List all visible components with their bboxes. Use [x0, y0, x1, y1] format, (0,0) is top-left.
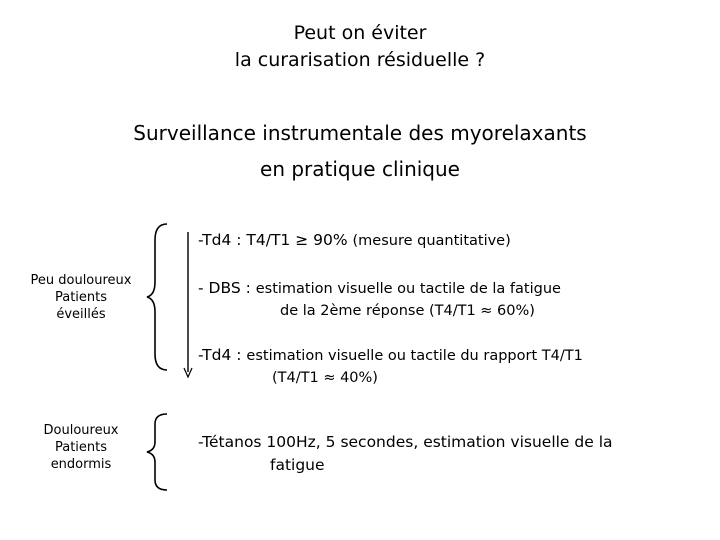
item-tetanos-line1: -Tétanos 100Hz, 5 secondes, estimation visuelle de la	[198, 433, 613, 451]
group-label-awake-line1: Peu douloureux	[30, 273, 132, 288]
group-label-awake	[16, 272, 146, 323]
item-tetanos-line2: fatigue	[270, 456, 325, 474]
title-line-1: Peut on éviter	[293, 22, 427, 44]
brace-asleep	[145, 412, 175, 492]
group-label-asleep-line2: Patients	[54, 440, 108, 455]
arrow-down	[182, 232, 196, 382]
item-td4-visual-line2: (T4/T1 ≈ 40%)	[272, 370, 378, 386]
subtitle-line-2: en pratique clinique	[260, 157, 460, 181]
brace-awake	[145, 222, 175, 372]
subtitle-line-1: Surveillance instrumentale des myorelaxants	[133, 121, 587, 145]
group-label-asleep-line1: Douloureux	[43, 423, 119, 438]
item-td4-visual	[198, 344, 583, 367]
item-td4-quantitative-main: -Td4 : T4/T1 ≥ 90%	[198, 231, 353, 249]
item-td4-quantitative-note: (mesure quantitative)	[352, 233, 511, 249]
item-td4-visual-text: estimation visuelle ou tactile du rapport T4/T1	[246, 348, 583, 364]
item-td4-quantitative	[198, 229, 511, 252]
item-td4-visual-main: -Td4 :	[198, 346, 247, 364]
group-label-asleep	[16, 422, 146, 473]
item-dbs-line2: de la 2ème réponse (T4/T1 ≈ 60%)	[280, 303, 535, 319]
group-label-asleep-line3: endormis	[50, 457, 112, 472]
item-dbs-main: - DBS :	[198, 279, 256, 297]
title-line-2: la curarisation résiduelle ?	[234, 49, 486, 71]
item-dbs	[198, 277, 561, 300]
item-dbs-text: estimation visuelle ou tactile de la fatigue	[255, 281, 561, 297]
group-label-awake-line2: Patients	[54, 290, 108, 305]
group-label-awake-line3: éveillés	[56, 307, 106, 322]
